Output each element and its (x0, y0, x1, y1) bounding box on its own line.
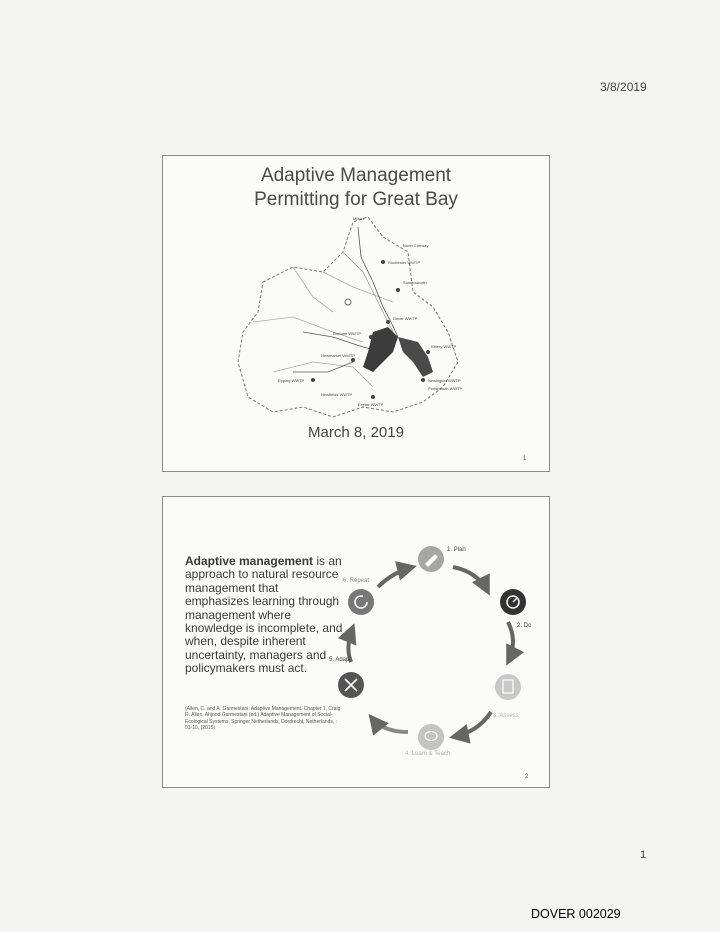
map-label-milton: Milton (353, 216, 364, 221)
map-label-portsmouth: Portsmouth WWTP (428, 386, 463, 391)
slide-1 (162, 155, 550, 472)
step-label-adapt: 5. Adapt (329, 657, 352, 663)
slide-1-date: March 8, 2019 (308, 424, 404, 441)
title-line-1: Adaptive Management (260, 165, 452, 186)
map-label-north-conway: North Conway (403, 243, 429, 248)
bates-number: DOVER 002029 (531, 907, 621, 921)
title-line-2: Permitting for Great Bay (254, 189, 458, 210)
slide-2-number: 2 (525, 774, 529, 780)
arrow-repeat-to-plan (378, 567, 413, 587)
slide-2 (162, 496, 550, 788)
map-label-rochester: Rochester WWTP (388, 260, 421, 265)
map-label-dover: Dover WWTP (393, 316, 418, 321)
step-label-repeat: 6. Repeat (343, 578, 370, 584)
step-label-do: 2. Do (517, 623, 532, 629)
step-do (500, 589, 526, 615)
map-label-newfields: Newfields WWTP (321, 392, 353, 397)
definition-term: Adaptive management (185, 554, 314, 568)
slide-1-title (163, 164, 549, 212)
step-plan (418, 546, 444, 572)
step-adapt (338, 672, 364, 698)
arrow-do-to-assess (508, 622, 513, 662)
adaptive-management-cycle (313, 537, 543, 757)
arrow-learn-to-adapt (371, 717, 408, 732)
page-number: 1 (640, 849, 647, 861)
great-bay-watershed-map (233, 212, 483, 422)
step-label-assess: 3. Assess (493, 713, 519, 719)
map-label-epping: Epping WWTP (278, 378, 305, 383)
definition-body: is an approach to natural resource management that emphasizes learning through management where knowledge is incomplete, and when, despite inherent uncertainty, managers and policymakers must act. (185, 554, 343, 676)
slide-1-number: 1 (523, 456, 527, 462)
map-label-newington: Newington WWTP (428, 378, 461, 383)
map-label-exeter: Exeter WWTP (358, 402, 384, 407)
map-label-somersworth: Somersworth (403, 280, 427, 285)
step-label-plan: 1. Plan (447, 547, 466, 553)
map-label-durham: Durham WWTP (333, 331, 361, 336)
arrow-assess-to-learn (453, 712, 491, 737)
step-repeat (348, 589, 374, 615)
map-label-newmarket: Newmarket WWTP (321, 353, 355, 358)
step-learn-teach (418, 724, 444, 750)
page-date: 3/8/2019 (600, 80, 647, 94)
arrow-plan-to-do (453, 567, 488, 592)
map-label-kittery: Kittery WWTP (431, 344, 457, 349)
step-assess (495, 674, 521, 700)
citation: (Allen, C. and A. Garmestani. Adaptive Management. Chapter 1, Craig R. Allen, Ahjond Garmestani (ed.) Adaptive Management of Social-Ecological Systems. Springer Netherlands, Dordrecht, Netherlands, : 01-10, (2015) (185, 706, 341, 731)
step-label-learn-teach: 4. Learn & Teach (405, 751, 451, 757)
